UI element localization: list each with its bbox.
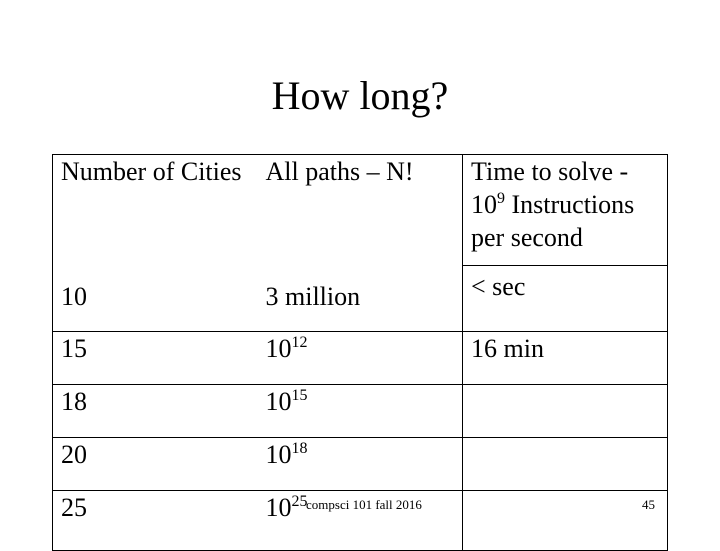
cities-cell: 18 — [53, 384, 258, 437]
header-time-suffix: Instructions per second — [471, 190, 635, 252]
paths-cell — [258, 266, 463, 332]
paths-base: 10 — [265, 439, 292, 469]
header-time-exponent: 9 — [497, 190, 505, 207]
footer-course-label: compsci 101 fall 2016 — [306, 497, 422, 512]
paths-base: 10 — [265, 492, 292, 522]
table-header-row — [53, 155, 668, 266]
time-cell: 16 min — [463, 331, 668, 384]
tsp-time-table — [52, 154, 668, 551]
table-row — [53, 437, 668, 490]
table-row — [53, 331, 668, 384]
paths-exponent: 15 — [291, 386, 308, 404]
time-cell — [463, 437, 668, 490]
header-number-of-cities: Number of Cities — [53, 155, 258, 266]
table-row — [53, 384, 668, 437]
paths-base: 10 — [265, 386, 292, 416]
time-cell: < sec — [463, 266, 668, 332]
paths-exponent: 25 — [291, 492, 308, 510]
paths-exponent: 12 — [291, 333, 308, 351]
table-row — [53, 266, 668, 332]
paths-cell — [258, 384, 463, 437]
paths-cell — [258, 331, 463, 384]
cities-cell: 15 — [53, 331, 258, 384]
slide-number: 45 — [642, 497, 655, 512]
header-time-to-solve — [463, 155, 668, 266]
time-cell — [463, 384, 668, 437]
header-time-prefix: Time to solve - — [471, 157, 629, 186]
paths-base: 3 million — [265, 281, 361, 311]
cities-cell: 10 — [53, 266, 258, 332]
paths-cell — [258, 437, 463, 490]
paths-base: 10 — [265, 333, 292, 363]
time-cell — [463, 490, 668, 550]
header-time-base: 10 — [471, 190, 497, 219]
cities-cell: 20 — [53, 437, 258, 490]
paths-exponent: 18 — [291, 439, 308, 457]
header-all-paths: All paths – N! — [258, 155, 463, 266]
cities-cell: 25 — [53, 490, 258, 550]
slide-title: How long? — [271, 73, 449, 118]
